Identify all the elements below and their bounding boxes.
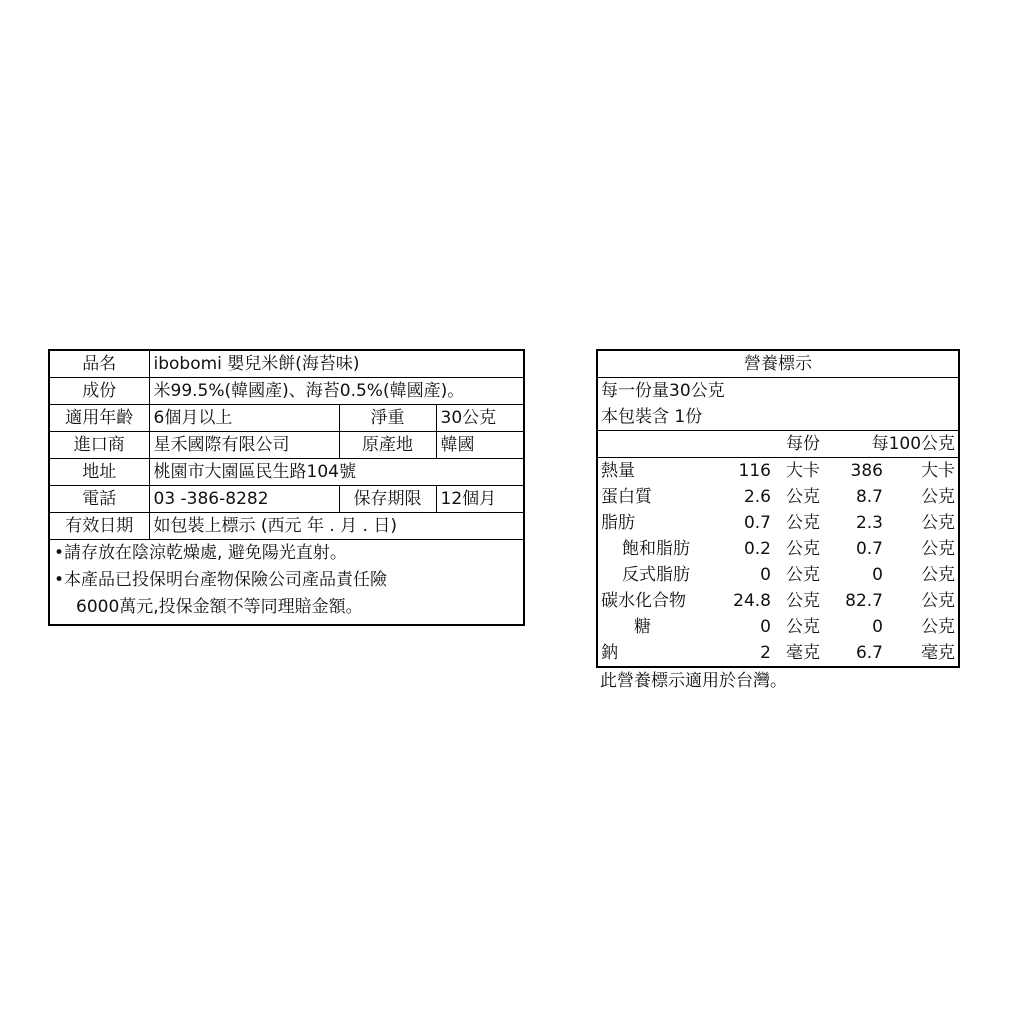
phone-label: 電話 [49, 486, 149, 513]
header-per-serving: 每份 [717, 431, 823, 458]
nutrient-per-serving: 0 [760, 565, 771, 585]
insurance-amount-note: 6000萬元,投保金額不等同理賠金額。 [76, 597, 363, 617]
storage-notes [49, 540, 524, 626]
nutrient-per-serving: 24.8 [733, 591, 771, 611]
product-name-value: ibobomi 嬰兒米餅(海苔味) [149, 350, 524, 378]
serving-size-row [597, 378, 959, 405]
product-name-label: 品名 [49, 350, 149, 378]
nutrient-unit: 大卡 [921, 461, 956, 481]
nutrient-per-serving: 116 [738, 461, 771, 481]
servings-per-package-row [597, 404, 959, 431]
nutrient-per-100g: 8.7 [855, 487, 883, 507]
nutrition-facts-table [596, 349, 960, 668]
nutrient-name: 糖 [634, 617, 651, 637]
nutrient-per-100g: 2.3 [855, 513, 883, 533]
header-per-100g: 每100公克 [823, 431, 959, 458]
suitable-age-value: 6個月以上 [149, 405, 339, 432]
nutrient-per-100g: 0 [872, 617, 883, 637]
nutrient-per-serving: 0.7 [743, 513, 771, 533]
nutrient-unit: 公克 [921, 565, 956, 585]
nutrition-footnote: 此營養標示適用於台灣。 [600, 671, 787, 691]
expiry-value: 如包裝上標示 (西元 年 . 月 . 日) [149, 513, 524, 540]
nutrient-name: 碳水化合物 [601, 591, 686, 611]
nutrient-unit: 公克 [921, 513, 956, 533]
nutrient-unit: 公克 [786, 487, 820, 507]
net-weight-label: 淨重 [339, 405, 436, 432]
nutrient-row [597, 484, 959, 510]
product-info-table [48, 349, 525, 626]
nutrient-per-serving: 0.2 [743, 539, 771, 559]
nutrient-per-serving: 2 [760, 643, 771, 663]
nutrient-per-100g: 0.7 [855, 539, 883, 559]
nutrient-unit: 公克 [786, 565, 820, 585]
storage-note: •請存放在陰涼乾燥處, 避免陽光直射。 [54, 543, 347, 563]
origin-value: 韓國 [436, 432, 524, 459]
notes-row [49, 540, 524, 626]
nutrient-unit: 毫克 [921, 643, 956, 663]
nutrient-row [597, 458, 959, 485]
phone-shelf-life-row [49, 486, 524, 513]
net-weight-value: 30公克 [436, 405, 524, 432]
nutrient-name: 熱量 [601, 461, 635, 481]
nutrient-name: 脂肪 [601, 513, 635, 533]
nutrient-name: 蛋白質 [601, 487, 652, 507]
nutrient-row [597, 614, 959, 640]
servings-per-package: 本包裝含 1份 [597, 404, 959, 431]
nutrition-panel [596, 349, 958, 694]
nutrient-row [597, 588, 959, 614]
nutrient-unit: 公克 [786, 513, 820, 533]
shelf-life-label: 保存期限 [339, 486, 436, 513]
importer-value: 星禾國際有限公司 [149, 432, 339, 459]
shelf-life-value: 12個月 [436, 486, 524, 513]
expiry-row [49, 513, 524, 540]
nutrient-row [597, 510, 959, 536]
nutrient-unit: 公克 [786, 591, 820, 611]
nutrient-unit: 公克 [921, 539, 956, 559]
nutrient-unit: 公克 [921, 487, 956, 507]
nutrient-name: 反式脂肪 [622, 565, 690, 585]
insurance-note: •本產品已投保明台產物保險公司產品責任險 [54, 570, 388, 590]
address-value: 桃園市大園區民生路104號 [149, 459, 524, 486]
suitable-age-label: 適用年齡 [49, 405, 149, 432]
nutrient-unit: 公克 [921, 617, 956, 637]
address-label: 地址 [49, 459, 149, 486]
nutrient-name: 鈉 [601, 643, 618, 663]
nutrient-per-100g: 386 [850, 461, 883, 481]
origin-label: 原產地 [339, 432, 436, 459]
phone-value: 03 -386-8282 [149, 486, 339, 513]
nutrition-header-row [597, 431, 959, 458]
nutrient-name: 飽和脂肪 [622, 539, 690, 559]
importer-label: 進口商 [49, 432, 149, 459]
header-blank [597, 431, 717, 458]
nutrition-title-row [597, 350, 959, 378]
nutrient-per-serving: 0 [760, 617, 771, 637]
nutrient-per-serving: 2.6 [743, 487, 771, 507]
product-name-row [49, 350, 524, 378]
ingredients-row [49, 378, 524, 405]
age-weight-row [49, 405, 524, 432]
nutrient-row [597, 536, 959, 562]
nutrient-unit: 公克 [786, 617, 820, 637]
nutrient-row [597, 640, 959, 667]
nutrient-row [597, 562, 959, 588]
expiry-label: 有效日期 [49, 513, 149, 540]
nutrient-unit: 大卡 [786, 461, 820, 481]
nutrient-per-100g: 0 [872, 565, 883, 585]
importer-origin-row [49, 432, 524, 459]
address-row [49, 459, 524, 486]
serving-size: 每一份量30公克 [601, 381, 725, 401]
nutrition-title: 營養標示 [597, 350, 959, 378]
nutrient-per-100g: 82.7 [845, 591, 883, 611]
nutrient-unit: 公克 [921, 591, 956, 611]
ingredients-value: 米99.5%(韓國產)、海苔0.5%(韓國產)。 [149, 378, 524, 405]
ingredients-label: 成份 [49, 378, 149, 405]
nutrient-per-100g: 6.7 [855, 643, 883, 663]
nutrient-unit: 公克 [786, 539, 820, 559]
nutrient-unit: 毫克 [786, 643, 820, 663]
